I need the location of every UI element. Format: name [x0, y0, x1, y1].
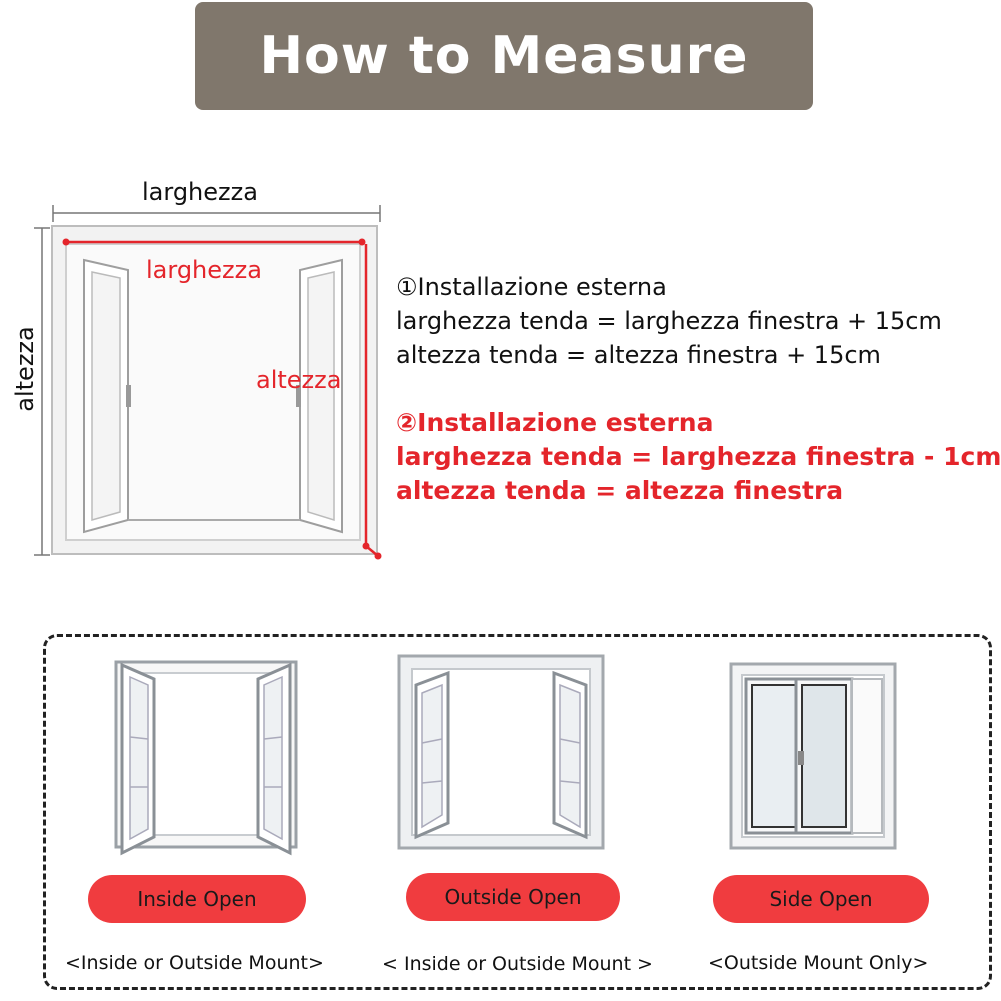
page-title: How to Measure — [259, 26, 749, 86]
width-label-outer: larghezza — [142, 178, 258, 206]
outside-open-window-icon — [396, 653, 606, 853]
width-label-inner: larghezza — [146, 256, 262, 284]
title-banner — [195, 2, 813, 110]
side-open-window-icon — [728, 661, 898, 851]
instructions-heading-2: ②Installazione esterna — [396, 408, 714, 437]
side-open-button[interactable]: Side Open — [713, 875, 929, 923]
instructions-heading-1: ①Installazione esterna — [396, 273, 667, 301]
instructions-line-2-1: larghezza tenda = larghezza finestra - 1cm — [396, 442, 1001, 471]
instructions-line-1-2: altezza tenda = altezza finestra + 15cm — [396, 341, 881, 369]
instructions-external — [396, 270, 942, 372]
height-label-outer: altezza — [11, 326, 39, 412]
height-label-inner: altezza — [256, 366, 342, 394]
inside-open-caption: <Inside or Outside Mount> — [65, 952, 324, 974]
side-open-caption: <Outside Mount Only> — [708, 952, 929, 974]
window-types-box — [43, 634, 992, 990]
instructions-internal — [396, 406, 1001, 508]
measurement-diagram — [0, 160, 390, 580]
outside-open-button[interactable]: Outside Open — [406, 873, 620, 921]
outside-open-caption: < Inside or Outside Mount > — [382, 953, 653, 975]
instructions-line-2-2: altezza tenda = altezza finestra — [396, 476, 844, 505]
inside-open-button[interactable]: Inside Open — [88, 875, 306, 923]
inside-open-window-icon — [106, 657, 306, 857]
instructions-line-1-1: larghezza tenda = larghezza finestra + 15cm — [396, 307, 942, 335]
